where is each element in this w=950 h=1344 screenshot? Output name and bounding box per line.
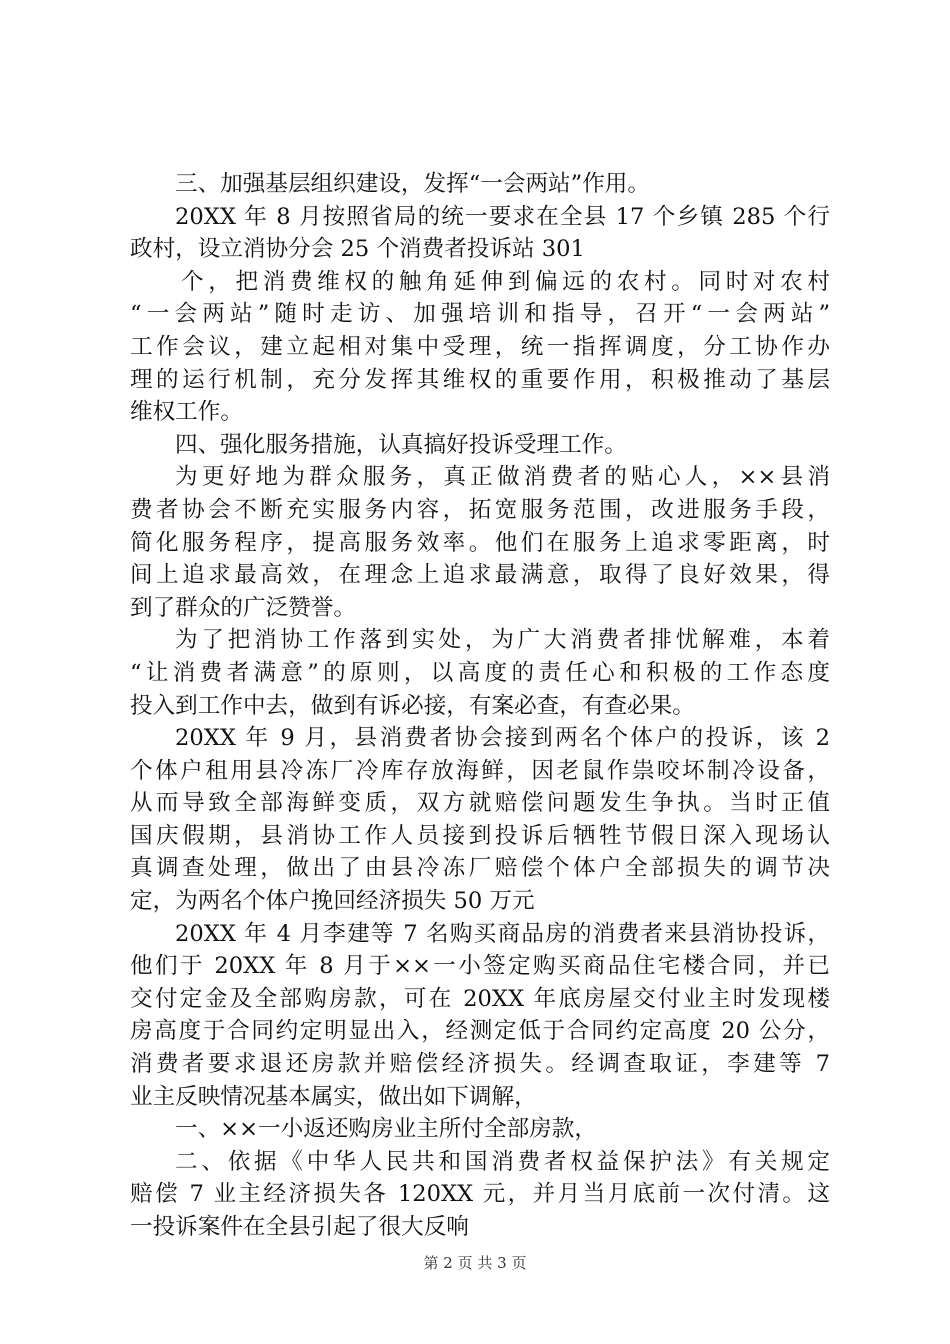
paragraph-line: 20XX 年 4 月李建等 7 名购买商品房的消费者来县消协投诉， — [175, 920, 830, 947]
paragraph-line: 间上追求最高效，在理念上追求最满意，取得了良好效果，得 — [130, 562, 830, 589]
paragraph-line: 从而导致全部海鲜变质，双方就赔偿问题发生争执。当时正值 — [130, 790, 830, 817]
paragraph-line: 投入到工作中去，做到有诉必接，有案必查，有查必果。 — [130, 692, 695, 719]
paragraph-line: 交付定金及全部购房款，可在 20XX 年底房屋交付业主时发现楼 — [130, 985, 830, 1012]
document-body — [130, 168, 830, 1244]
section-heading-3: 三、加强基层组织建设，发挥“一会两站”作用。 — [175, 171, 650, 197]
paragraph-line: 简化服务程序，提高服务效率。他们在服务上追求零距离，时 — [130, 529, 830, 556]
paragraph-line: 20XX 年 9 月，县消费者协会接到两名个体户的投诉，该 2 — [175, 725, 830, 752]
paragraph-line: 一、××一小返还购房业主所付全部房款， — [175, 1116, 597, 1143]
paragraph-line: 国庆假期，县消协工作人员接到投诉后牺牲节假日深入现场认 — [130, 822, 830, 849]
paragraph-line: “让消费者满意”的原则，以高度的责任心和积极的工作态度 — [130, 659, 830, 686]
paragraph-line: 个，把消费维权的触角延伸到偏远的农村。同时对农村 — [181, 268, 830, 295]
paragraph-line: 个体户租用县冷冻厂冷库存放海鲜，因老鼠作祟咬坏制冷设备， — [130, 757, 830, 784]
paragraph-line: 为了把消协工作落到实处，为广大消费者排忧解难，本着 — [175, 627, 830, 654]
paragraph-line: 维权工作。 — [130, 399, 243, 426]
paragraph-line: 费者协会不断充实服务内容，拓宽服务范围，改进服务手段， — [130, 496, 830, 523]
paragraph-line: 定，为两名个体户挽回经济损失 50 万元 — [130, 888, 535, 915]
paragraph-line: 赔偿 7 业主经济损失各 120XX 元，并月当月底前一次付清。这 — [130, 1181, 830, 1208]
page-number-footer: 第 2 页 共 3 页 — [423, 1254, 527, 1272]
paragraph-line: 工作会议，建立起相对集中受理，统一指挥调度，分工协作办 — [130, 333, 830, 360]
paragraph-line: 消费者要求退还房款并赔偿经济损失。经调查取证，李建等 7 — [130, 1051, 830, 1078]
paragraph-line: 政村，设立消协分会 25 个消费者投诉站 301 — [130, 236, 585, 263]
section-heading-4: 四、强化服务措施，认真搞好投诉受理工作。 — [175, 431, 627, 458]
paragraph-line: 为更好地为群众服务，真正做消费者的贴心人，××县消 — [175, 464, 830, 491]
paragraph-line: 20XX 年 8 月按照省局的统一要求在全县 17 个乡镇 285 个行 — [175, 203, 830, 230]
paragraph-line: “一会两站”随时走访、加强培训和指导，召开“一会两站” — [130, 301, 830, 328]
paragraph-line: 房高度于合同约定明显出入，经测定低于合同约定高度 20 公分， — [130, 1018, 830, 1045]
paragraph-line: 到了群众的广泛赞誉。 — [130, 594, 356, 621]
paragraph-line: 业主反映情况基本属实，做出如下调解， — [130, 1083, 537, 1110]
paragraph-line: 二、依据《中华人民共和国消费者权益保护法》有关规定 — [175, 1148, 830, 1175]
paragraph-line: 真调查处理，做出了由县冷冻厂赔偿个体户全部损失的调节决 — [130, 855, 830, 882]
paragraph-line: 理的运行机制，充分发挥其维权的重要作用，积极推动了基层 — [130, 366, 830, 393]
paragraph-line: 一投诉案件在全县引起了很大反响 — [130, 1214, 469, 1240]
paragraph-line: 他们于 20XX 年 8 月于××一小签定购买商品住宅楼合同，并已 — [130, 953, 830, 980]
